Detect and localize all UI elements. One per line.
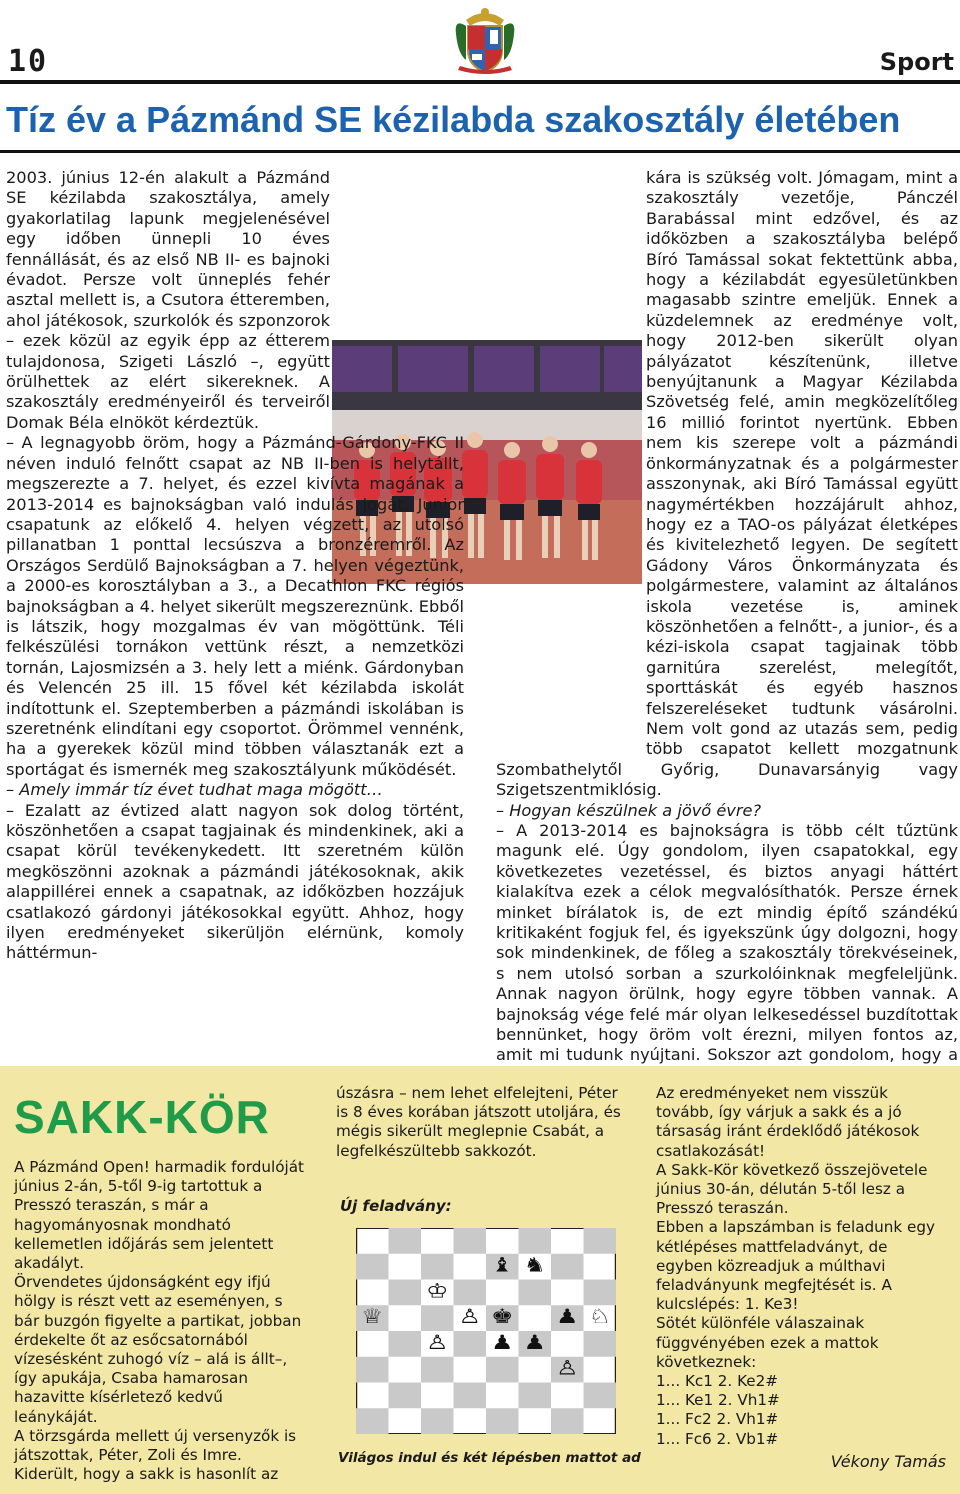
board-square-dark <box>454 1383 487 1409</box>
board-square-dark <box>486 1408 519 1434</box>
photo-wrap-spacer <box>330 168 464 410</box>
section-label: Sport <box>879 48 954 76</box>
solution-line: 1... Fc6 2. Vb1# <box>656 1429 779 1448</box>
board-square-dark <box>486 1357 519 1383</box>
sakk-kor-title: SAKK-KÖR <box>14 1091 270 1143</box>
chess-piece-black: ♟ <box>556 1305 579 1329</box>
article-left-column <box>6 168 464 964</box>
board-square-dark <box>421 1254 454 1280</box>
sakk-paragraph: Az eredményeket nem visszük tovább, így várjuk a sakk és a jó társaság iránt érdeklődő játékosok csatlakozását! <box>656 1084 920 1160</box>
sakk-column-3 <box>656 1084 948 1449</box>
header-rule <box>0 80 960 84</box>
board-square-dark <box>356 1357 389 1383</box>
sakk-paragraph: A Pázmánd Open! harmadik fordulóját június 2-án, 5-től 9-ig tartottuk a Presszó teraszán, s már a hagyományosnak mondható kellemetlen időjárás sem jelentett akadályt. <box>14 1158 305 1273</box>
author-name: Vékony Tamás <box>830 1452 946 1471</box>
solution-line: 1... Kc1 2. Ke2# <box>656 1372 779 1391</box>
chess-piece-white: ♙ <box>458 1305 481 1329</box>
sakk-paragraph: Sötét különféle válaszainak függvényében ezek a mattok következnek: <box>656 1314 879 1371</box>
chess-piece-black: ♟ <box>523 1331 546 1355</box>
chess-board-diagram <box>356 1228 616 1434</box>
sakk-column-1 <box>14 1158 306 1484</box>
board-square-dark <box>584 1331 617 1357</box>
article-paragraph: – A 2013-2014 es bajnokságra is több célt tűztünk magunk elé. Úgy gondolom, ilyen csapatokkal, egy következetes vezetéssel, és biztos anyagi háttért kialakítva ezek a célok megvalósíthatók. Persze érnek minket bírálatok is, de ezt mindig építő szándékú kritikaként fogjuk fel, és igyekszünk úgy dolgozni, hogy sok mindenkinek, de főleg a szakosztály törekvéseinek, s nem utolsó sorban a szurkolóinknak megfeleljünk. Annak nagyon örülnk, hogy egyre többen vannak. A bajnokság vége felé már olyan lelkesedéssel buzdítottak bennünket, hogy öröm volt érezni, milyen fontos az, amit mi tudunk nyújtani. Sokszor azt gondolom, hogy a <box>496 821 958 1065</box>
article-paragraph: – A legnagyobb öröm, hogy a Pázmánd-Gárdony-FKC II néven induló felnőtt csapat az NB II-ben is helytállt, megszerezte a 7. helyet, és ezzel kivívta magának a 2013-2014 es bajnokságban való indulás jogát. Junior csapatunk az előkelő 4. helyen végzett, az utolsó pillanatban 1 ponttal lecsúszva a bronzéremről. Az Országos Serdülő Bajnokságban a 7. helyen végeztünk, a 2000-es korosztályban a 3., a Decathlon FKC régiós bajnokságban a 4. helyet sikerült megszereznünk. Ebből is látszik, hogy mozgalmas év van mögöttünk. Téli felkészülési tornákon vettünk részt, a nemzetközi tornán, Lajosmizsén a 3. hely lett a miénk. Gárdonyban és Velencén 25 ill. 15 fővel két kézilabda iskolát indítottunk el. Szeptemberben a pázmándi iskolában is szeretnénk elindítani egy csoportot. Örömmel vennénk, ha a gyerekek közül mind többen választanák ezt a sportágat és ismernék meg szakosztályunk működését. <box>6 433 464 779</box>
article-paragraph: kára is szükség volt. Jómagam, mint a szakosztály vezetője, Pánczél Barabással mint edzővel, és az időközben a szakosztályba belépő Bíró Tamással sokat fektettünk abba, hogy a kézilabdát egyesületünkben magasabb szintre emeljük. Ennek a küzdelemnek az eredménye volt, hogy 2012-ben sikerült olyan pályázatot készítenünk, illetve benyújtanunk a Magyar Kézilabda Szövetség felé, amin megközelítőleg 16 millió forintot nyertünk. Ebben nem kis szerepe volt a pázmándi önkormányzatnak és a polgármester asszonynak, aki Bíró Tamással együtt nagymértékben hozzájárult ahhoz, hogy ez a TAO-os pályázat életképes és kivitelezhető legyen. De segített Gádony Város Önkormányzata és polgármestere, valamint az általános iskola vezetése is, aminek köszönhetően a felnőtt-, a junior-, és a kézi-iskola csapat tagjainak több garnitúra szerelést, melegítőt, sporttáskát és egyéb hasznos felszereléseket tudtunk vásárolni. Nem volt gond az utazás sem, pedig több csapatot kellett mozgatnunk Szombathelytől Győrig, Dunavarsányig vagy Szigetszentmiklósig. <box>496 168 958 800</box>
sakk-column-2 <box>336 1084 632 1161</box>
chess-piece-white: ♔ <box>426 1279 449 1303</box>
sakk-paragraph: Ebben a lapszámban is feladunk egy kétlépéses mattfeladványt, de egyben közreadjuk a múlthavi feladványunk megfejtését is. A kulcslépés: 1. Ke3! <box>656 1218 936 1314</box>
board-square-dark <box>389 1331 422 1357</box>
board-square-dark <box>356 1408 389 1434</box>
puzzle-title: Új feladvány: <box>340 1197 452 1215</box>
coat-of-arms-logo <box>452 4 518 76</box>
board-square-dark <box>584 1383 617 1409</box>
board-square-dark <box>421 1357 454 1383</box>
title-rule <box>0 150 960 153</box>
board-square-dark <box>421 1408 454 1434</box>
article-right-column <box>496 168 958 1086</box>
board-square-dark <box>519 1228 552 1254</box>
sakk-paragraph: úszásra – nem lehet elfelejteni, Péter is 8 éves korában játszott utoljára, és mégis sikerült meglepnie Csabát, a legfelkészültebb sakkozót. <box>336 1084 621 1160</box>
board-square-dark <box>454 1331 487 1357</box>
puzzle-caption: Világos indul és két lépésben mattot ad <box>338 1450 641 1466</box>
article-title: Tíz év a Pázmánd SE kézilabda szakosztály életében <box>6 99 901 140</box>
solution-line: 1... Fc2 2. Vh1# <box>656 1410 779 1429</box>
board-square-dark <box>356 1254 389 1280</box>
board-square-dark <box>584 1280 617 1306</box>
solution-line: 1... Ke1 2. Vh1# <box>656 1391 780 1410</box>
board-square-dark <box>421 1305 454 1331</box>
board-square-dark <box>551 1254 584 1280</box>
sakk-paragraph: Örvendetes újdonságként egy ifjú hölgy is részt vett az eseményen, s bár buzgón figyelte a partikat, jobban érdekelte őt az esőcsatornából vízesésként zuhogó víz – alá is állt–, így apukája, Csaba hamarosan hazavitte kísérletező kedvű leánykáját. <box>14 1273 302 1426</box>
board-square-dark <box>519 1280 552 1306</box>
page-number: 10 <box>8 44 49 79</box>
sakk-paragraph: Kiderült, hogy a sakk is hasonlít az <box>14 1465 279 1484</box>
chess-piece-white: ♕ <box>361 1305 384 1329</box>
board-square-dark <box>551 1408 584 1434</box>
board-square-dark <box>389 1383 422 1409</box>
chess-piece-black: ♟ <box>491 1331 514 1355</box>
interview-question: – Hogyan készülnek a jövő évre? <box>496 800 762 820</box>
article-paragraph: 2003. június 12-én alakult a Pázmánd SE kézilabda szakosztálya, amely gyakorlatilag lapunk megjelenésével egy időben ünnepli 10 éves fennállását, és az első NB II- es bajnoki évadot. Persze volt ünneplés fehér asztal mellett is, a Csutora étteremben, ahol játékosok, szurkolók és szponzorok – ezek közül az egyik épp az étterem tulajdonosa, Szigeti László –, együtt örülhettek az elért sikereknek. A szakosztály eredményeiről és terveiről Domak Béla elnököt kérdeztük. <box>6 168 330 432</box>
chess-piece-white: ♘ <box>588 1305 611 1329</box>
photo-wrap-spacer <box>496 332 646 746</box>
board-square-dark <box>389 1280 422 1306</box>
board-square-dark <box>584 1228 617 1254</box>
interview-question: – Amely immár tíz évet tudhat maga mögött… <box>6 780 383 800</box>
board-square-dark <box>389 1228 422 1254</box>
chess-piece-black: ♞ <box>523 1254 546 1277</box>
sakk-paragraph: A törzsgárda mellett új versenyzők is játszottak, Péter, Zoli és Imre. <box>14 1426 297 1465</box>
article-paragraph: – Ezalatt az évtized alatt nagyon sok dolog történt, köszönhetően a csapat tagjainak és mindenkinek, aki a csapat körül tevékenykedett. Itt szeretném külön megköszönni azoknak a pázmándi játékosoknak, akik alappillérei ennek a csapatnak, az időközben hozzájuk csatlakozó gárdonyi játékosokkal együtt. Ahhoz, hogy ilyen eredményeket sikerüljön elérnünk, komoly háttérmun- <box>6 800 464 963</box>
sakk-paragraph: A Sakk-Kör következő összejövetele június 30-án, délután 5-től lesz a Presszó teraszán. <box>656 1160 928 1218</box>
board-square-dark <box>519 1383 552 1409</box>
board-square-dark <box>454 1280 487 1306</box>
chess-piece-white: ♙ <box>556 1357 579 1380</box>
chess-piece-black: ♝ <box>491 1254 514 1277</box>
chess-piece-white: ♙ <box>426 1331 449 1355</box>
board-square-dark <box>454 1228 487 1254</box>
chess-piece-black: ♚ <box>491 1305 514 1329</box>
